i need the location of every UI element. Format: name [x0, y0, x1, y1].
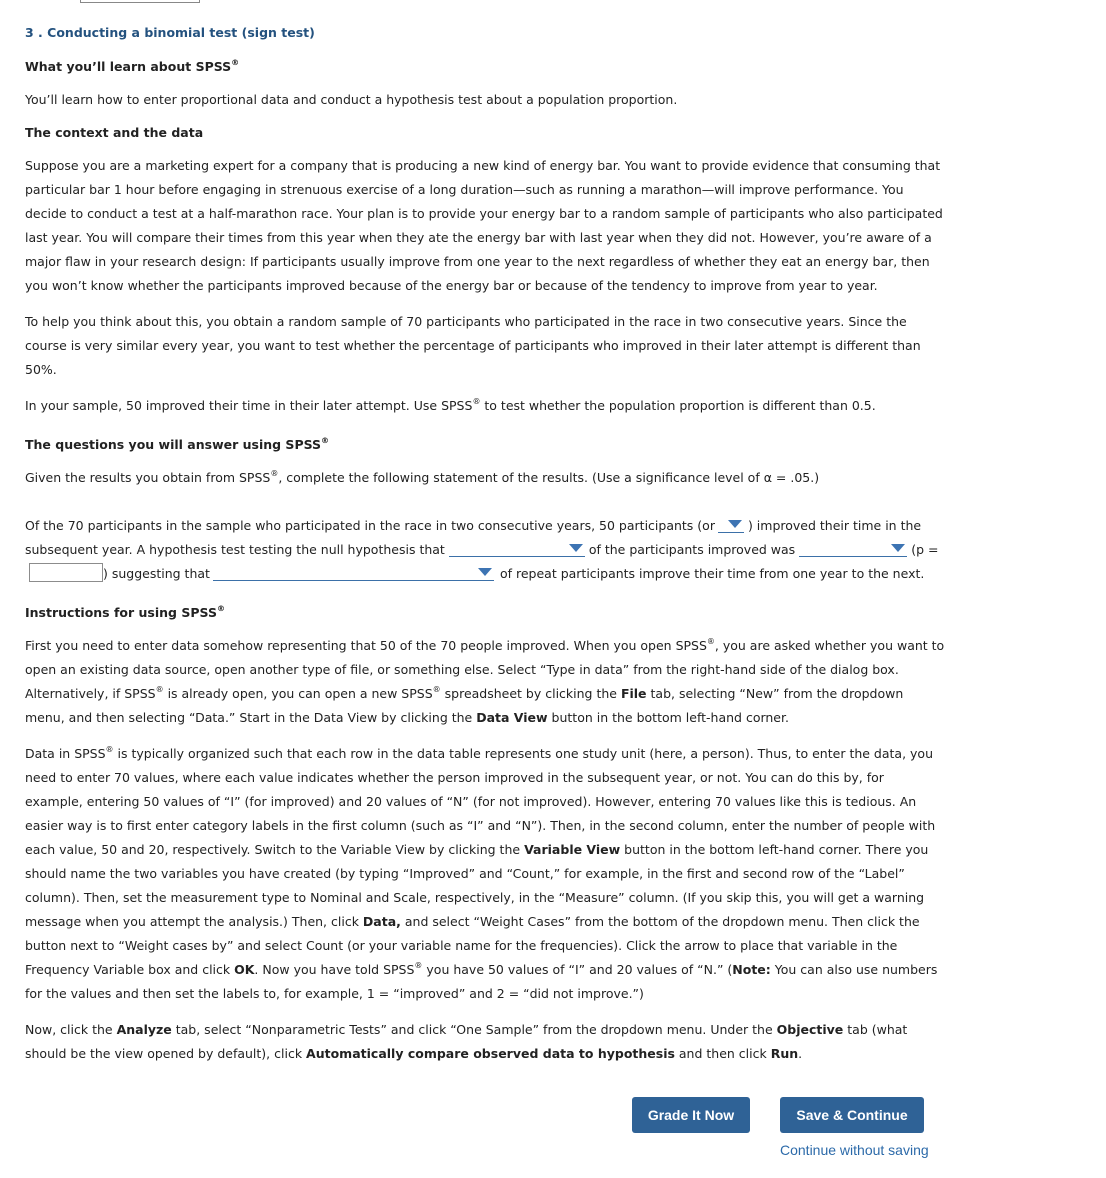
instructions-heading: Instructions for using SPSS®	[25, 604, 225, 620]
chevron-down-icon	[478, 568, 492, 576]
grade-it-now-button[interactable]: Grade It Now	[632, 1097, 750, 1133]
results-statement: Of the 70 participants in the sample who participated in the race in two consecutive years, 50 participants (or ) improved their time in the subsequent year. A hypothesis test testing the null hypothesis that of the participants improved was (p = ) suggesting that of repeat participants improve their time from one year to the next.	[25, 518, 939, 581]
instructions-paragraph-3: Now, click the Analyze tab, select “Nonparametric Tests” and click “One Sample” from the dropdown menu. Under the Objective tab (what should be the view opened by default), click Automatically compare observed data to hypothesis and then click Run.	[25, 1022, 908, 1061]
percent-dropdown[interactable]	[718, 516, 744, 533]
conclusion-dropdown[interactable]	[213, 564, 494, 581]
question-content	[25, 0, 945, 1066]
questions-heading: The questions you will answer using SPSS®	[25, 436, 330, 452]
test-result-dropdown[interactable]	[799, 540, 907, 557]
questions-intro: Given the results you obtain from SPSS®, complete the following statement of the results. (Use a significance level of α = .05.)	[25, 469, 820, 485]
question-title: 3 . Conducting a binomial test (sign test)	[25, 25, 315, 40]
chevron-down-icon	[569, 544, 583, 552]
context-paragraph-3: In your sample, 50 improved their time in their later attempt. Use SPSS® to test whether the population proportion is different than 0.5.	[25, 397, 876, 413]
instructions-paragraph-1: First you need to enter data somehow representing that 50 of the 70 people improved. When you open SPSS®, you are asked whether you want to open an existing data source, open another type of file, or something else. Select “Type in data” from the right-hand side of the dialog box. Alternatively, if SPSS® is already open, you can open a new SPSS® spreadsheet by clicking the File tab, selecting “New” from the dropdown menu, and then selecting “Data.” Start in the Data View by clicking the Data View button in the bottom left-hand corner.	[25, 637, 945, 725]
chevron-down-icon	[728, 520, 742, 528]
chevron-down-icon	[891, 544, 905, 552]
learn-heading: What you’ll learn about SPSS®	[25, 58, 240, 74]
instructions-paragraph-2: Data in SPSS® is typically organized such that each row in the data table represents one study unit (here, a person). Thus, to enter the data, you need to enter 70 values, where each value indicates whether the person improved in the subsequent year, or not. You can do this by, for example, entering 50 values of “I” (for improved) and 20 values of “N” (for not improved). However, entering 70 values like this is tedious. An easier way is to first enter category labels in the first column (such as “I” and “N”). Then, in the second column, enter the number of people with each value, 50 and 20, respectively. Switch to the Variable View by clicking the Variable View button in the bottom left-hand corner. There you should name the two variables you have created (by typing “Improved” and “Count,” for example, in the first and second row of the “Label” column). Then, set the measurement type to Nominal and Scale, respectively, in the “Measure” column. (If you skip this, you will get a warning message when you attempt the analysis.) Then, click Data, and select “Weight Cases” from the bottom of the dropdown menu. Then click the button next to “Weight cases by” and select Count (or your variable name for the frequencies). Click the arrow to place that variable in the Frequency Variable box and click OK. Now you have told SPSS® you have 50 values of “I” and 20 values of “N.” (Note: You can also use numbers for the values and then set the labels to, for example, 1 = “improved” and 2 = “did not improve.”)	[25, 745, 938, 1001]
context-paragraph-1: Suppose you are a marketing expert for a company that is producing a new kind of energy bar. You want to provide evidence that consuming that particular bar 1 hour before engaging in strenuous exercise of a long duration—such as running a marathon—will improve performance. You decide to conduct a test at a half-marathon race. Your plan is to provide your energy bar to a random sample of participants who also participated last year. You will compare their times from this year when they ate the energy bar with last year when they did not. However, you’re aware of a major flaw in your research design: If participants usually improve from one year to the next regardless of whether they eat an energy bar, then you won’t know whether the participants improved because of the energy bar or because of the tendency to improve from year to year.	[25, 158, 943, 293]
context-heading: The context and the data	[25, 125, 204, 140]
null-hypothesis-dropdown[interactable]	[449, 540, 585, 557]
action-bar	[632, 1097, 952, 1167]
save-continue-button[interactable]: Save & Continue	[780, 1097, 924, 1133]
p-value-input[interactable]	[29, 563, 103, 582]
context-paragraph-2: To help you think about this, you obtain a random sample of 70 participants who participated in the race in two consecutive years. Since the course is very similar every year, you want to test whether the percentage of participants who improved in their later attempt is different than 50%.	[25, 314, 921, 377]
continue-without-saving-link[interactable]: Continue without saving	[780, 1142, 929, 1158]
learn-text: You’ll learn how to enter proportional data and conduct a hypothesis test about a population proportion.	[25, 92, 678, 107]
